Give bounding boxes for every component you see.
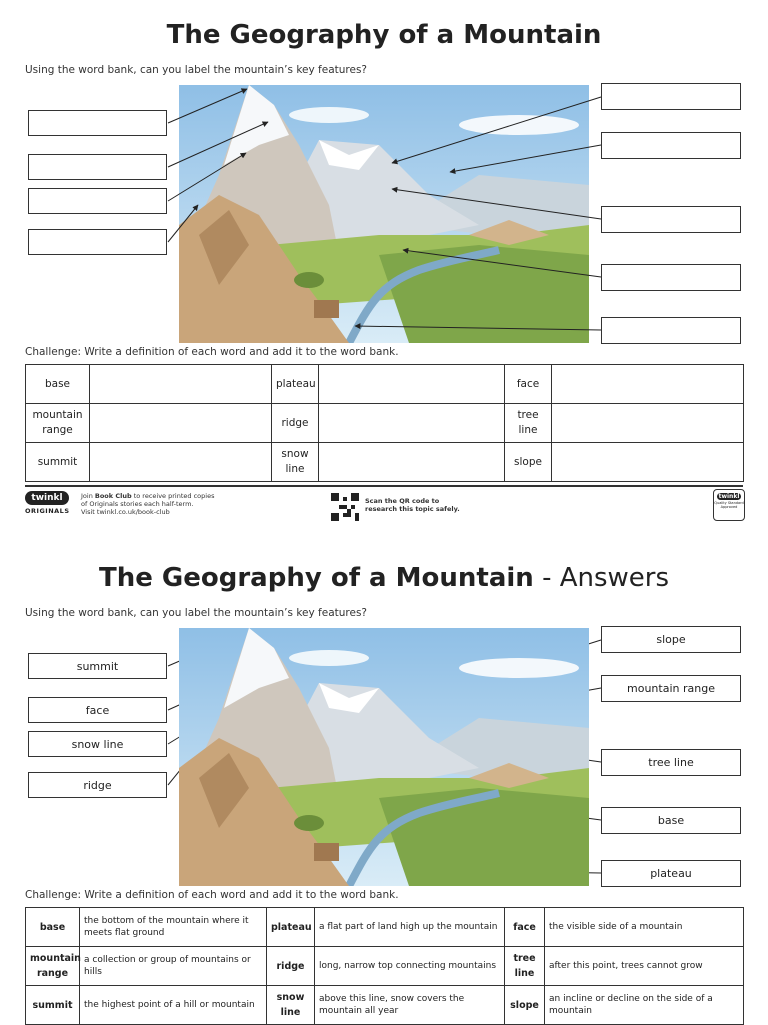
term-cell: base xyxy=(26,365,90,404)
term-cell: tree line xyxy=(505,404,552,443)
definition-cell[interactable] xyxy=(90,365,272,404)
answers-word-bank-table xyxy=(25,907,744,1025)
footer-divider xyxy=(25,485,743,487)
term-cell: mountain range xyxy=(26,947,80,986)
label-box-empty[interactable] xyxy=(601,317,741,344)
table-row xyxy=(26,986,744,1025)
label-face: face xyxy=(28,697,167,723)
challenge-text: Challenge: Write a definition of each word and add it to the word bank. xyxy=(25,346,399,358)
definition-cell[interactable] xyxy=(319,365,505,404)
definition-cell[interactable] xyxy=(319,443,505,482)
label-slope: slope xyxy=(601,626,741,653)
label-mountain-range: mountain range xyxy=(601,675,741,702)
twinkl-originals-logo: twinkl ORIGINALS xyxy=(25,493,70,515)
label-box-empty[interactable] xyxy=(28,110,167,136)
label-box-empty[interactable] xyxy=(601,83,741,110)
definition-cell: above this line, snow covers the mountain all year xyxy=(315,986,505,1025)
challenge-text: Challenge: Write a definition of each word and add it to the word bank. xyxy=(25,889,399,901)
instruction-text: Using the word bank, can you label the mountain’s key features? xyxy=(25,64,367,76)
definition-cell: a collection or group of mountains or hills xyxy=(80,947,267,986)
definition-cell: the visible side of a mountain xyxy=(545,908,744,947)
definition-cell: after this point, trees cannot grow xyxy=(545,947,744,986)
term-cell: face xyxy=(505,908,545,947)
table-row xyxy=(26,947,744,986)
definition-cell[interactable] xyxy=(90,404,272,443)
definition-cell: a flat part of land high up the mountain xyxy=(315,908,505,947)
label-plateau: plateau xyxy=(601,860,741,887)
table-row xyxy=(26,365,744,404)
mountain-illustration xyxy=(179,628,589,886)
label-snow-line: snow line xyxy=(28,731,167,757)
term-cell: plateau xyxy=(267,908,315,947)
term-cell: slope xyxy=(505,443,552,482)
term-cell: snow line xyxy=(267,986,315,1025)
qr-caption: Scan the QR code to research this topic safely. xyxy=(365,497,460,513)
word-bank-table xyxy=(25,364,744,482)
definition-cell[interactable] xyxy=(552,404,744,443)
label-ridge: ridge xyxy=(28,772,167,798)
label-box-empty[interactable] xyxy=(601,264,741,291)
term-cell: ridge xyxy=(267,947,315,986)
definition-cell[interactable] xyxy=(90,443,272,482)
label-box-empty[interactable] xyxy=(601,206,741,233)
mountain-illustration xyxy=(179,85,589,343)
term-cell: ridge xyxy=(272,404,319,443)
label-base: base xyxy=(601,807,741,834)
definition-cell: long, narrow top connecting mountains xyxy=(315,947,505,986)
label-box-empty[interactable] xyxy=(28,188,167,214)
label-tree-line: tree line xyxy=(601,749,741,776)
term-cell: mountain range xyxy=(26,404,90,443)
term-cell: base xyxy=(26,908,80,947)
book-club-text: Join Book Club to receive printed copies of Originals stories each half-term. Visit twinkl.co.uk/book-club xyxy=(81,492,215,516)
label-summit: summit xyxy=(28,653,167,679)
term-cell: summit xyxy=(26,443,90,482)
term-cell: slope xyxy=(505,986,545,1025)
label-box-empty[interactable] xyxy=(28,229,167,255)
page-title: The Geography of a Mountain xyxy=(166,20,602,50)
definition-cell: the bottom of the mountain where it meets flat ground xyxy=(80,908,267,947)
definition-cell: the highest point of a hill or mountain xyxy=(80,986,267,1025)
definition-cell[interactable] xyxy=(319,404,505,443)
definition-cell[interactable] xyxy=(552,365,744,404)
label-box-empty[interactable] xyxy=(28,154,167,180)
quality-standard-badge: twinkl Quality Standard Approved xyxy=(713,489,745,521)
term-cell: summit xyxy=(26,986,80,1025)
term-cell: tree line xyxy=(505,947,545,986)
term-cell: snow line xyxy=(272,443,319,482)
definition-cell: an incline or decline on the side of a mountain xyxy=(545,986,744,1025)
instruction-text: Using the word bank, can you label the mountain’s key features? xyxy=(25,607,367,619)
table-row xyxy=(26,908,744,947)
label-box-empty[interactable] xyxy=(601,132,741,159)
table-row xyxy=(26,443,744,482)
definition-cell[interactable] xyxy=(552,443,744,482)
term-cell: plateau xyxy=(272,365,319,404)
qr-code[interactable] xyxy=(331,493,359,521)
term-cell: face xyxy=(505,365,552,404)
table-row xyxy=(26,404,744,443)
answers-title: The Geography of a Mountain - Answers xyxy=(98,563,670,593)
